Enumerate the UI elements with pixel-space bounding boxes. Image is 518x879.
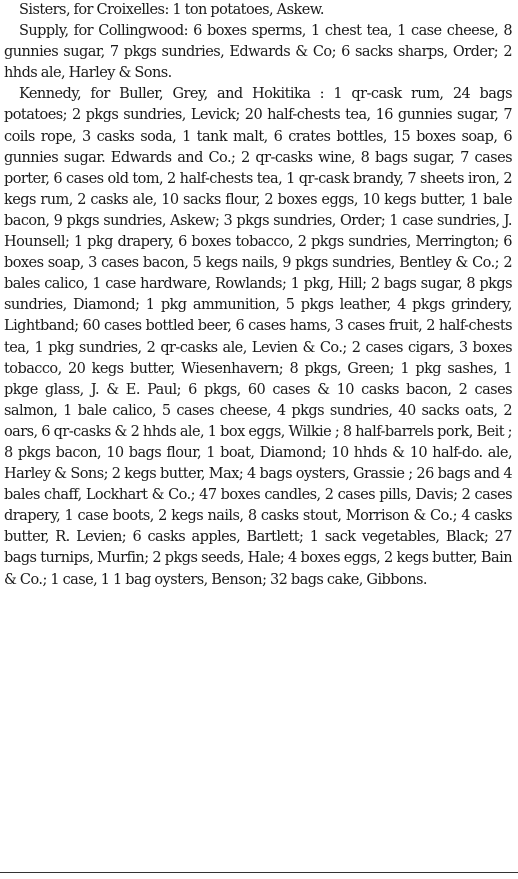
shipping-manifest-column [4, 0, 512, 879]
column-bottom-rule [0, 872, 518, 873]
manifest-paragraph-supply: Supply, for Collingwood: 6 boxes sperms, 1 chest tea, 1 case cheese, 8 gunnies sugar, 7 pkgs sundries, Edwards & Co; 6 sacks sharps, Order; 2 hhds ale, Harley & Sons. [4, 23, 512, 82]
manifest-paragraph-sisters: Sisters, for Croixelles: 1 ton potatoes, Askew. [19, 2, 324, 18]
manifest-paragraph-kennedy: Kennedy, for Buller, Grey, and Hokitika : 1 qr-cask rum, 24 bags potatoes; 2 pkgs sundries, Levick; 20 half-chests tea, 16 gunnies sugar, 7 coils rope, 3 casks soda, 1 tank malt, 6 crates bottles, 15 boxes soap, 6 gunnies sugar. Edwards and Co.; 2 qr-casks wine, 8 bags sugar, 7 cases porter, 6 cases old tom, 2 half-chests tea, 1 qr-cask brandy, 7 sheets iron, 2 kegs rum, 2 casks ale, 10 sacks flour, 2 boxes eggs, 10 kegs butter, 1 bale bacon, 9 pkgs sundries, Askew; 3 pkgs sundries, Order; 1 case sundries, J. Hounsell; 1 pkg drapery, 6 boxes tobacco, 2 pkgs sundries, Merrington; 6 boxes soap, 3 cases bacon, 5 kegs nails, 9 pkgs sundries, Bentley & Co.; 2 bales calico, 1 case hardware, Rowlands; 1 pkg, Hill; 2 bags sugar, 8 pkgs sundries, Diamond; 1 pkg ammunition, 5 pkgs leather, 4 pkgs grindery, Lightband; 60 cases bottled beer, 6 cases hams, 3 cases fruit, 2 half-chests tea, 1 pkg sundries, 2 qr-casks ale, Levien & Co.; 2 cases cigars, 3 boxes tobacco, 20 kegs butter, Wiesenhavern; 8 pkgs, Green; 1 pkg sashes, 1 pkge glass, J. & E. Paul; 6 pkgs, 60 cases & 10 casks bacon, 2 cases salmon, 1 bale calico, 5 cases cheese, 4 pkgs sundries, 40 sacks oats, 2 oars, 6 qr-casks & 2 hhds ale, 1 box eggs, Wilkie ; 8 half-barrels pork, Beit ; 8 pkgs bacon, 10 bags flour, 1 boat, Diamond; 10 hhds & 10 half-do. ale, Harley & Sons; 2 kegs butter, Max; 4 bags oysters, Grassie ; 26 bags and 4 bales chaff, Lockhart & Co.; 47 boxes candles, 2 cases pills, Davis; 2 cases drapery, 1 case boots, 2 kegs nails, 8 casks stout, Morrison & Co.; 4 casks butter, R. Levien; 6 casks apples, Bartlett; 1 sack vegetables, Black; 27 bags turnips, Murfin; 2 pkgs seeds, Hale; 4 boxes eggs, 2 kegs butter, Bain & Co.; 1 case, 1 1 bag oysters, Benson; 32 bags cake, Gibbons. [4, 86, 512, 588]
